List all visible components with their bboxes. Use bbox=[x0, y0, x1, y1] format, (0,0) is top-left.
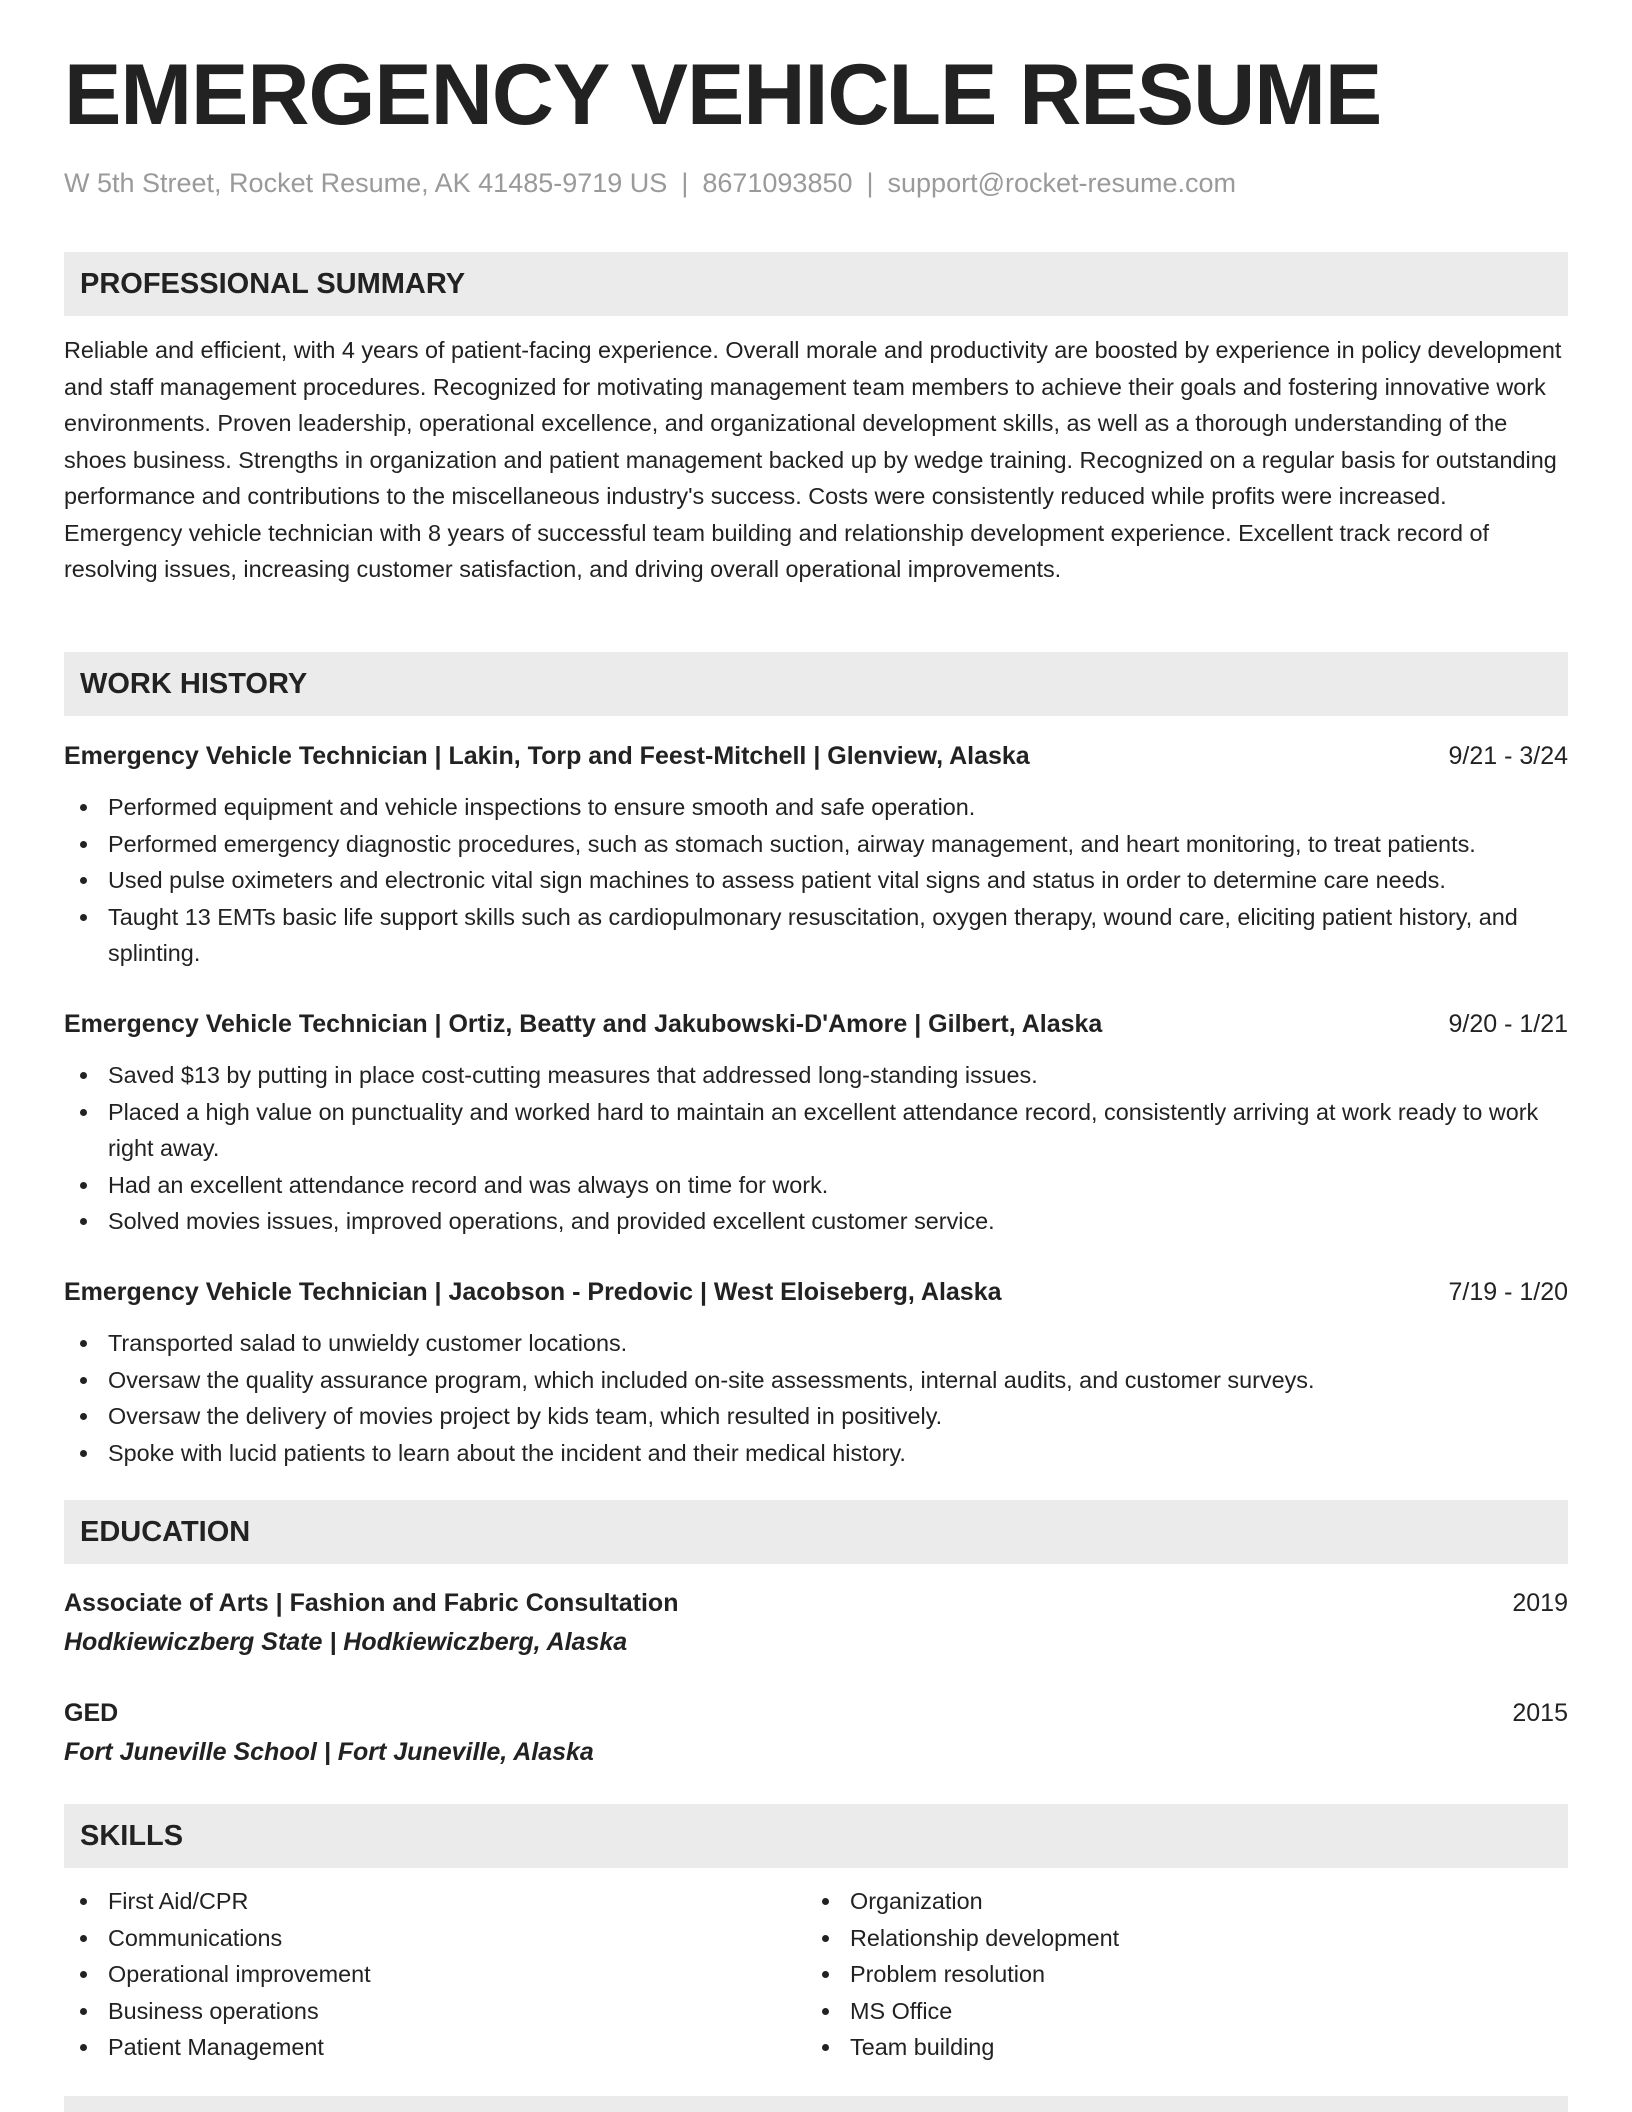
job-bullets bbox=[64, 1057, 1568, 1240]
skill-item: Patient Management bbox=[64, 2029, 1568, 2066]
education-school: Hodkiewiczberg State | Hodkiewiczberg, Alaska bbox=[64, 1628, 628, 1656]
work-history-heading: WORK HISTORY bbox=[64, 652, 1568, 716]
skills-list-right bbox=[806, 1883, 1632, 2066]
job-bullet: Had an excellent attendance record and was always on time for work. bbox=[64, 1167, 1568, 1204]
education-degree-row bbox=[64, 1584, 1568, 1622]
job-bullet: Transported salad to unwieldy customer locations. bbox=[64, 1325, 1568, 1362]
job-title: Emergency Vehicle Technician | Jacobson - Predovic | West Eloiseberg, Alaska bbox=[64, 1278, 1002, 1306]
education-year: 2019 bbox=[1512, 1589, 1568, 1617]
education-degree-row bbox=[64, 1694, 1568, 1732]
job-bullet: Saved $13 by putting in place cost-cutting measures that addressed long-standing issues. bbox=[64, 1057, 1568, 1094]
skill-item: Relationship development bbox=[806, 1920, 1632, 1957]
job-bullet: Placed a high value on punctuality and worked hard to maintain an excellent attendance record, consistently arriving at work ready to work right away. bbox=[64, 1094, 1568, 1167]
job-bullet: Solved movies issues, improved operations, and provided excellent customer service. bbox=[64, 1203, 1568, 1240]
job-title-row bbox=[64, 1272, 1568, 1312]
skill-item: Communications bbox=[64, 1920, 1568, 1957]
skill-item: Operational improvement bbox=[64, 1956, 1568, 1993]
job-bullet: Performed equipment and vehicle inspections to ensure smooth and safe operation. bbox=[64, 789, 1568, 826]
skill-item: MS Office bbox=[806, 1993, 1632, 2030]
job-bullets bbox=[64, 1325, 1568, 1471]
job-title: Emergency Vehicle Technician | Ortiz, Beatty and Jakubowski-D'Amore | Gilbert, Alaska bbox=[64, 1010, 1103, 1038]
contact-address: W 5th Street, Rocket Resume, AK 41485-9719 US bbox=[64, 168, 668, 198]
education-degree: GED bbox=[64, 1699, 119, 1727]
skills-heading: SKILLS bbox=[64, 1804, 1568, 1868]
education-year: 2015 bbox=[1512, 1699, 1568, 1727]
job-title-row bbox=[64, 1004, 1568, 1044]
contact-separator: | bbox=[866, 168, 874, 198]
next-section-bar bbox=[64, 2096, 1568, 2112]
job-dates: 7/19 - 1/20 bbox=[1448, 1278, 1568, 1306]
job-bullet: Oversaw the delivery of movies project by kids team, which resulted in positively. bbox=[64, 1398, 1568, 1435]
education-heading: EDUCATION bbox=[64, 1500, 1568, 1564]
job-bullet: Performed emergency diagnostic procedures, such as stomach suction, airway management, and heart monitoring, to treat patients. bbox=[64, 826, 1568, 863]
skill-item: Problem resolution bbox=[806, 1956, 1632, 1993]
contact-separator: | bbox=[681, 168, 689, 198]
contact-line bbox=[64, 168, 1236, 199]
job-title: Emergency Vehicle Technician | Lakin, Torp and Feest-Mitchell | Glenview, Alaska bbox=[64, 742, 1030, 770]
skill-item: Organization bbox=[806, 1883, 1632, 1920]
contact-phone: 8671093850 bbox=[702, 168, 853, 198]
job-title-row bbox=[64, 736, 1568, 776]
job-bullet: Oversaw the quality assurance program, which included on-site assessments, internal audits, and customer surveys. bbox=[64, 1362, 1568, 1399]
skill-item: Business operations bbox=[64, 1993, 1568, 2030]
skill-item: First Aid/CPR bbox=[64, 1883, 1568, 1920]
job-bullet: Taught 13 EMTs basic life support skills such as cardiopulmonary resuscitation, oxygen therapy, wound care, eliciting patient history, and splinting. bbox=[64, 899, 1568, 972]
job-bullets bbox=[64, 789, 1568, 972]
summary-heading: PROFESSIONAL SUMMARY bbox=[64, 252, 1568, 316]
education-school: Fort Juneville School | Fort Juneville, Alaska bbox=[64, 1738, 594, 1766]
contact-email: support@rocket-resume.com bbox=[887, 168, 1237, 198]
resume-title: EMERGENCY VEHICLE RESUME bbox=[64, 47, 1382, 143]
summary-text: Reliable and efficient, with 4 years of patient-facing experience. Overall morale and productivity are boosted by experience in policy development and staff management procedures. Recognized for motivating management team members to achieve their goals and fostering innovative work environments. Proven leadership, operational excellence, and organizational development skills, as well as a thorough understanding of the shoes business. Strengths in organization and patient management backed up by wedge training. Recognized on a regular basis for outstanding performance and contributions to the miscellaneous industry's success. Costs were consistently reduced while profits were increased. Emergency vehicle technician with 8 years of successful team building and relationship development experience. Excellent track record of resolving issues, increasing customer satisfaction, and driving overall operational improvements. bbox=[64, 337, 1562, 582]
job-bullet: Spoke with lucid patients to learn about the incident and their medical history. bbox=[64, 1435, 1568, 1472]
job-dates: 9/21 - 3/24 bbox=[1448, 742, 1568, 770]
education-degree: Associate of Arts | Fashion and Fabric Consultation bbox=[64, 1589, 679, 1617]
skill-item: Team building bbox=[806, 2029, 1632, 2066]
job-bullet: Used pulse oximeters and electronic vital sign machines to assess patient vital signs and status in order to determine care needs. bbox=[64, 862, 1568, 899]
job-dates: 9/20 - 1/21 bbox=[1448, 1010, 1568, 1038]
